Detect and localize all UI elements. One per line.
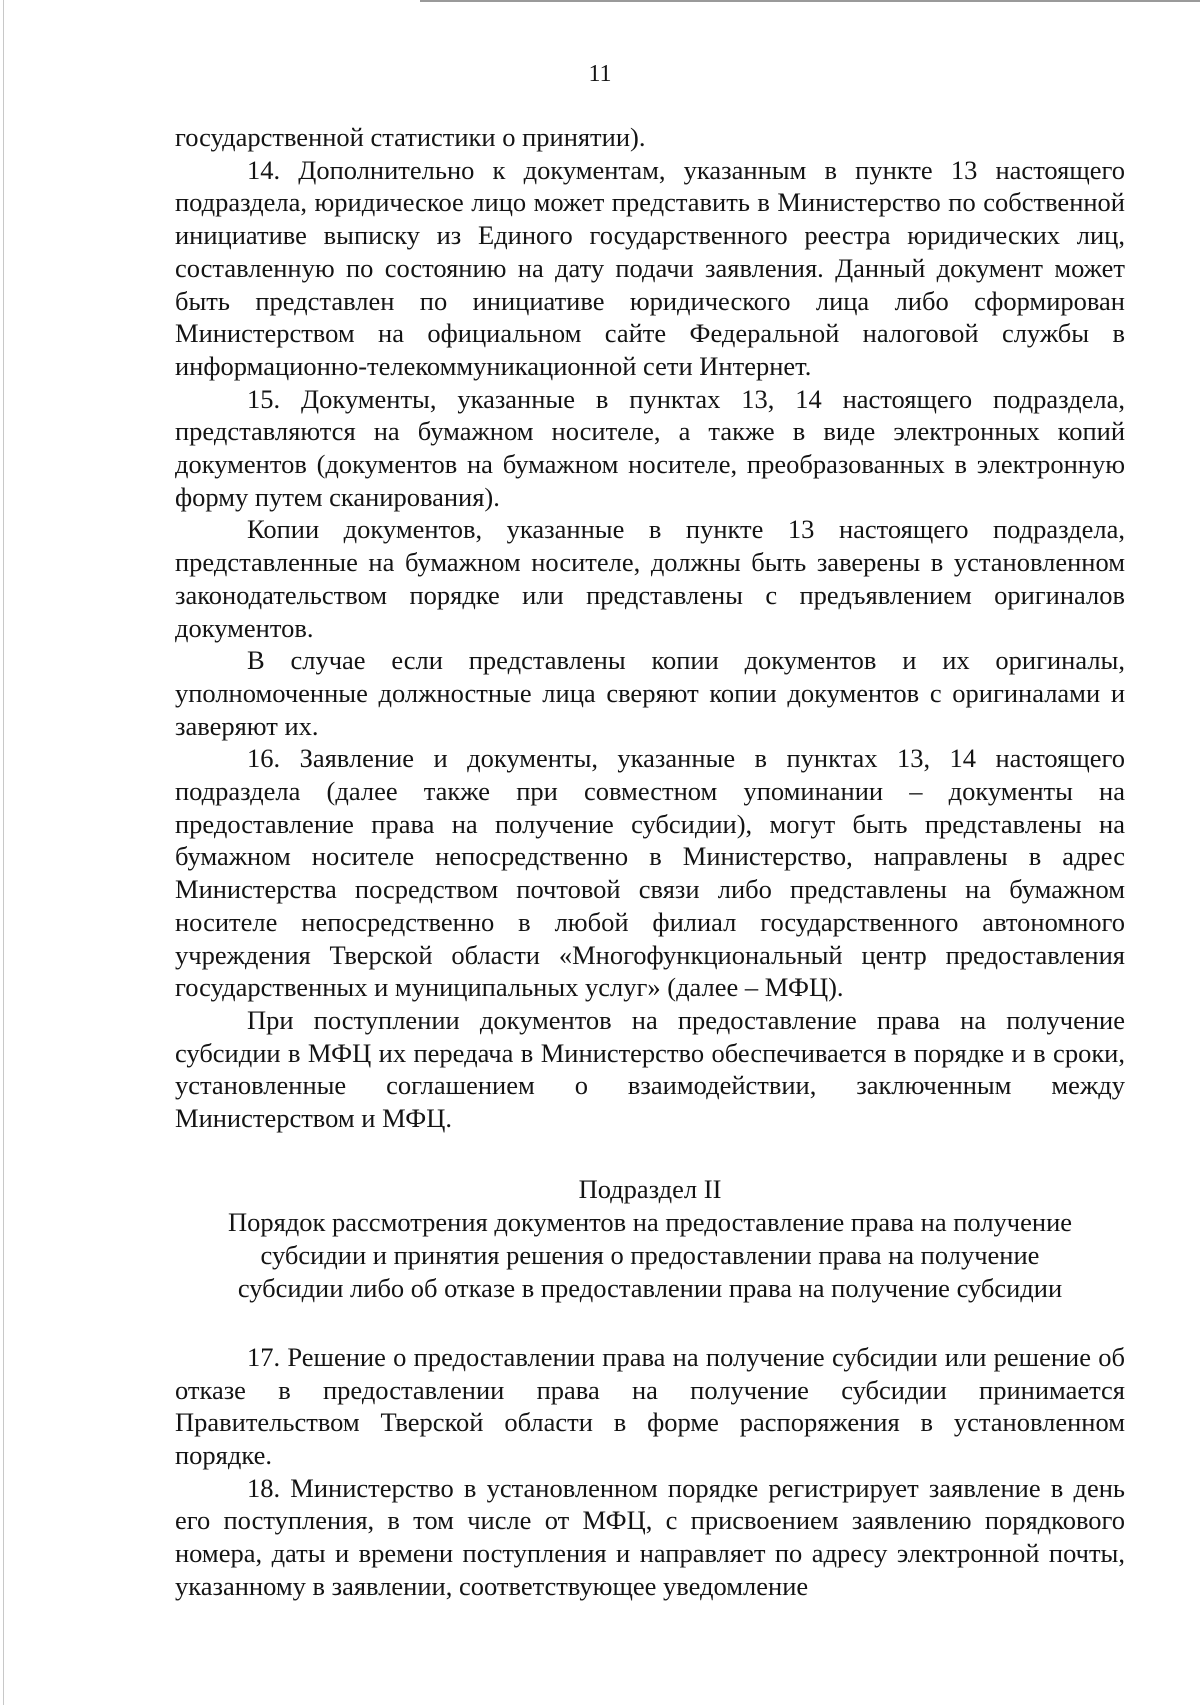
paragraph-mfc-transfer: При поступлении документов на предоставление права на получение субсидии в МФЦ их передача в Министерство обеспечивается в порядке и в сроки, установленные соглашением о взаимодействии, заключенным между Министерством и МФЦ. [175,1004,1125,1134]
subsection-heading-line: субсидии и принятия решения о предоставлении права на получение [260,1239,1040,1270]
paragraph-14: 14. Дополнительно к документам, указанным в пункте 13 настоящего подраздела, юридическое лицо может представить в Министерство по собственной инициативе выписку из Единого государственного реестра юридических лиц, составленную по состоянию на дату подачи заявления. Данный документ может быть представлен по инициативе юридического лица либо сформирован Министерством на официальном сайте Федеральной налоговой службы в информационно-телекоммуникационной сети Интернет. [175,154,1125,381]
subsection-header [175,1173,1125,1305]
paragraph-15: 15. Документы, указанные в пунктах 13, 14 настоящего подраздела, представляются на бумажном носителе, а также в виде электронных копий документов (документов на бумажном носителе, преобразованных в электронную форму путем сканирования). [175,383,1125,512]
scan-edge-top [420,0,1200,2]
subsection-heading-line: Порядок рассмотрения документов на предоставление права на получение [227,1206,1073,1237]
page-number: 11 [588,61,612,87]
paragraph-16: 16. Заявление и документы, указанные в пунктах 13, 14 настоящего подраздела (далее также при совместном упоминании – документы на предоставление права на получение субсидии), могут быть представлены на бумажном носителе непосредственно в Министерство, направлены в адрес Министерства посредством почтовой связи либо представлены на бумажном носителе непосредственно в любой филиал государственного автономного учреждения Тверской области «Многофункциональный центр предоставления государственных и муниципальных услуг» (далее – МФЦ). [175,743,1125,1003]
paragraph-copies: Копии документов, указанные в пункте 13 настоящего подраздела, представленные на бумажном носителе, должны быть заверены в установленном законодательством порядке или представлены с предъявлением оригиналов документов. [175,514,1125,643]
scan-edge-left [3,0,4,1705]
paragraph-originals: В случае если представлены копии документов и их оригиналы, уполномоченные должностные лица сверяют копии документов с оригиналами и заверяют их. [175,645,1125,741]
paragraph-continuation: государственной статистики о принятии). [175,122,646,152]
subsection-title: Подраздел II [578,1173,722,1204]
paragraph-18: 18. Министерство в установленном порядке регистрирует заявление в день его поступления, в том числе от МФЦ, с присвоением заявлению порядкового номера, даты и времени поступления и направляет по адресу электронной почты, указанному в заявлении, соответствующее уведомление [175,1472,1125,1601]
paragraph-17: 17. Решение о предоставлении права на получение субсидии или решение об отказе в предоставлении права на получение субсидии принимается Правительством Тверской области в форме распоряжения в установленном порядке. [175,1341,1125,1470]
document-body [175,121,1125,1602]
subsection-heading-line: субсидии либо об отказе в предоставлении права на получение субсидии [237,1272,1063,1303]
